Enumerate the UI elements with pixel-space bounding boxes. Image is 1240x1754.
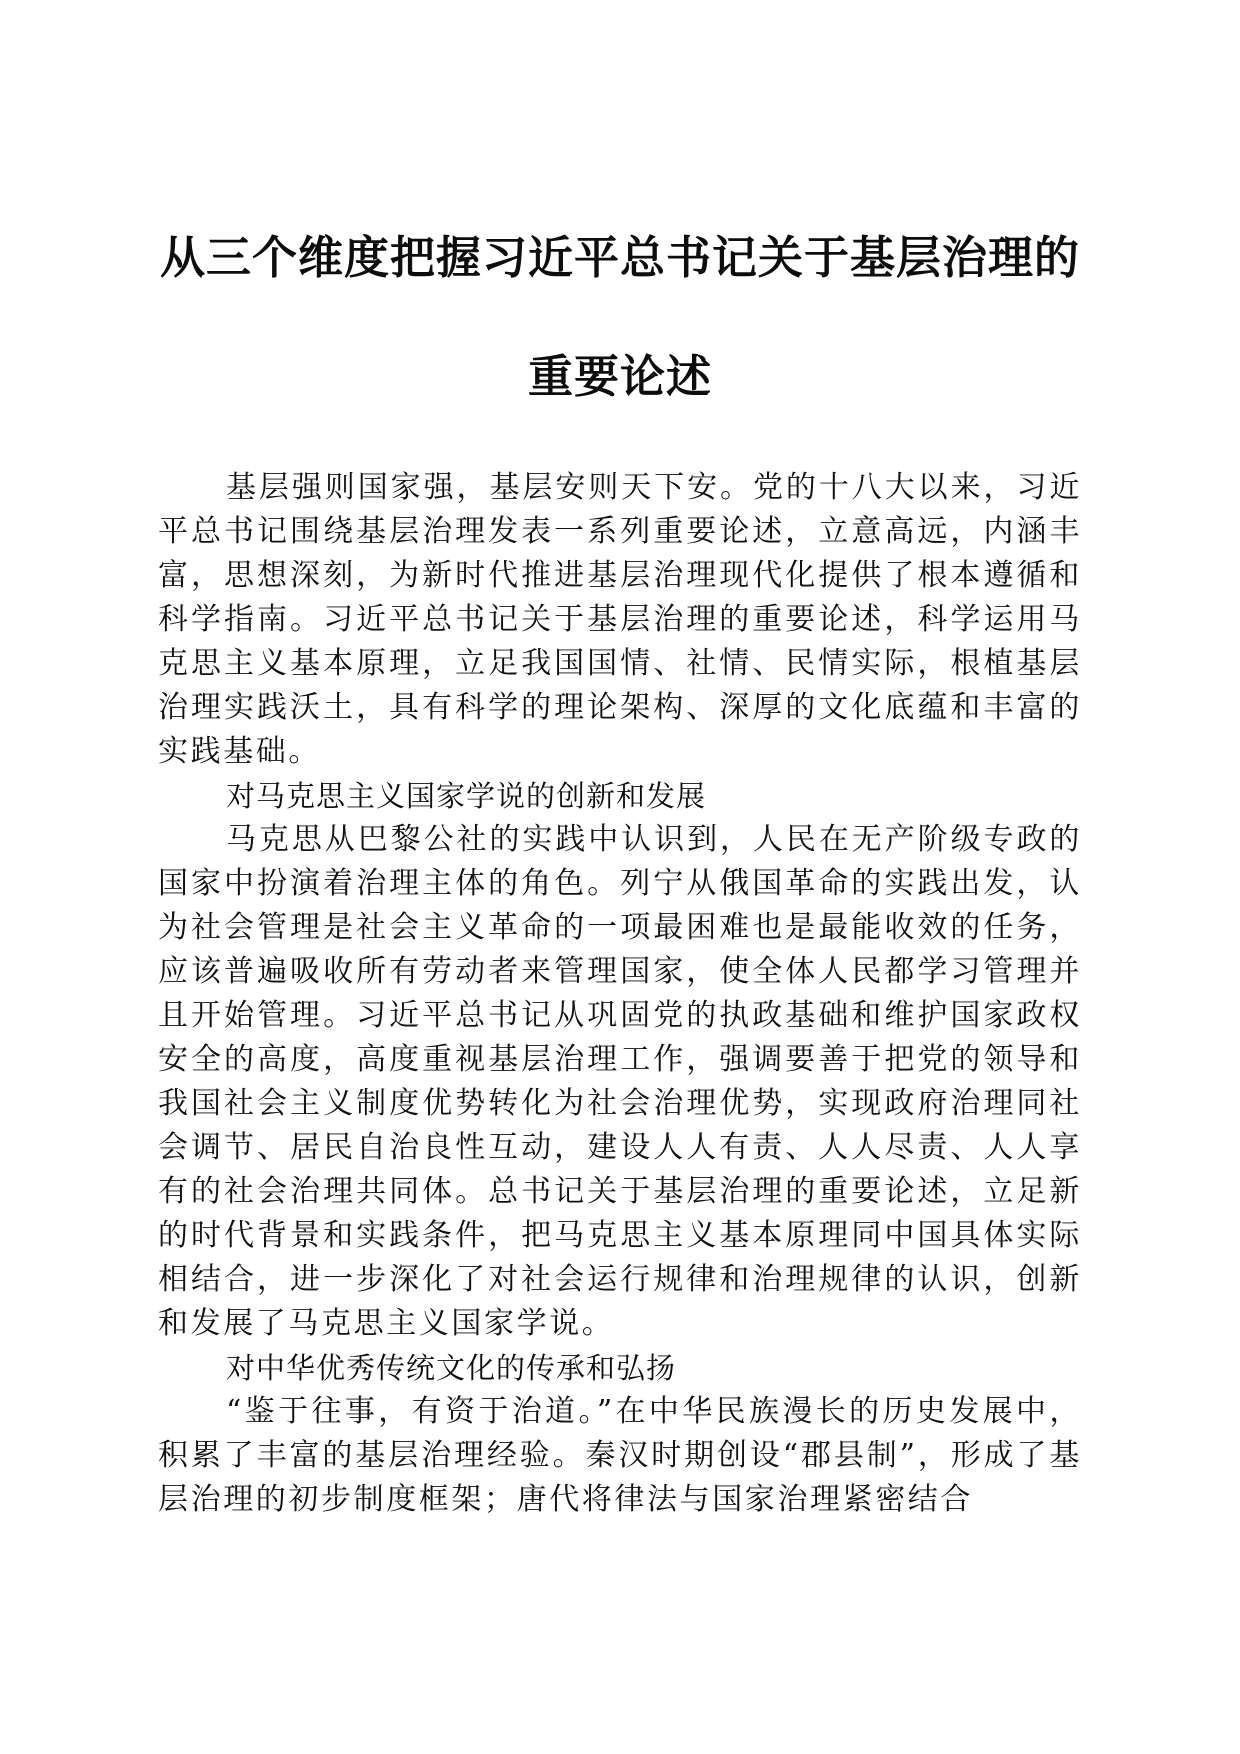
document-body — [158, 466, 1082, 1522]
paragraph-tradition: “鉴于往事，有资于治道。”在中华民族漫长的历史发展中，积累了丰富的基层治理经验。秦汉时期创设“郡县制”，形成了基层治理的初步制度框架；唐代将律法与国家治理紧密结合 — [158, 1394, 1082, 1517]
paragraph-marxism: 马克思从巴黎公社的实践中认识到，人民在无产阶级专政的国家中扮演着治理主体的角色。列宁从俄国革命的实践出发，认为社会管理是社会主义革命的一项最困难也是最能收效的任务，应该普遍吸收所有劳动者来管理国家，使全体人民都学习管理并且开始管理。习近平总书记从巩固党的执政基础和维护国家政权安全的高度，高度重视基层治理工作，强调要善于把党的领导和我国社会主义制度优势转化为社会治理优势，实现政府治理同社会调节、居民自治良性互动，建设人人有责、人人尽责、人人享有的社会治理共同体。总书记关于基层治理的重要论述，立足新的时代背景和实践条件，把马克思主义基本原理同中国具体实际相结合，进一步深化了对社会运行规律和治理规律的认识，创新和发展了马克思主义国家学说。 — [158, 822, 1082, 1341]
section-heading-1: 对马克思主义国家学说的创新和发展 — [226, 779, 707, 813]
section-heading-2: 对中华优秀传统文化的传承和弘扬 — [226, 1351, 677, 1385]
paragraph-intro: 基层强则国家强，基层安则天下安。党的十八大以来，习近平总书记围绕基层治理发表一系列重要论述，立意高远，内涵丰富，思想深刻，为新时代推进基层治理现代化提供了根本遵循和科学指南。习近平总书记关于基层治理的重要论述，科学运用马克思主义基本原理，立足我国国情、社情、民情实际，根植基层治理实践沃土，具有科学的理论架构、深厚的文化底蕴和丰富的实践基础。 — [158, 470, 1082, 769]
document-title-line-1: 从三个维度把握习近平总书记关于基层治理的 — [159, 231, 1080, 284]
document-title-line-2: 重要论述 — [527, 350, 712, 403]
